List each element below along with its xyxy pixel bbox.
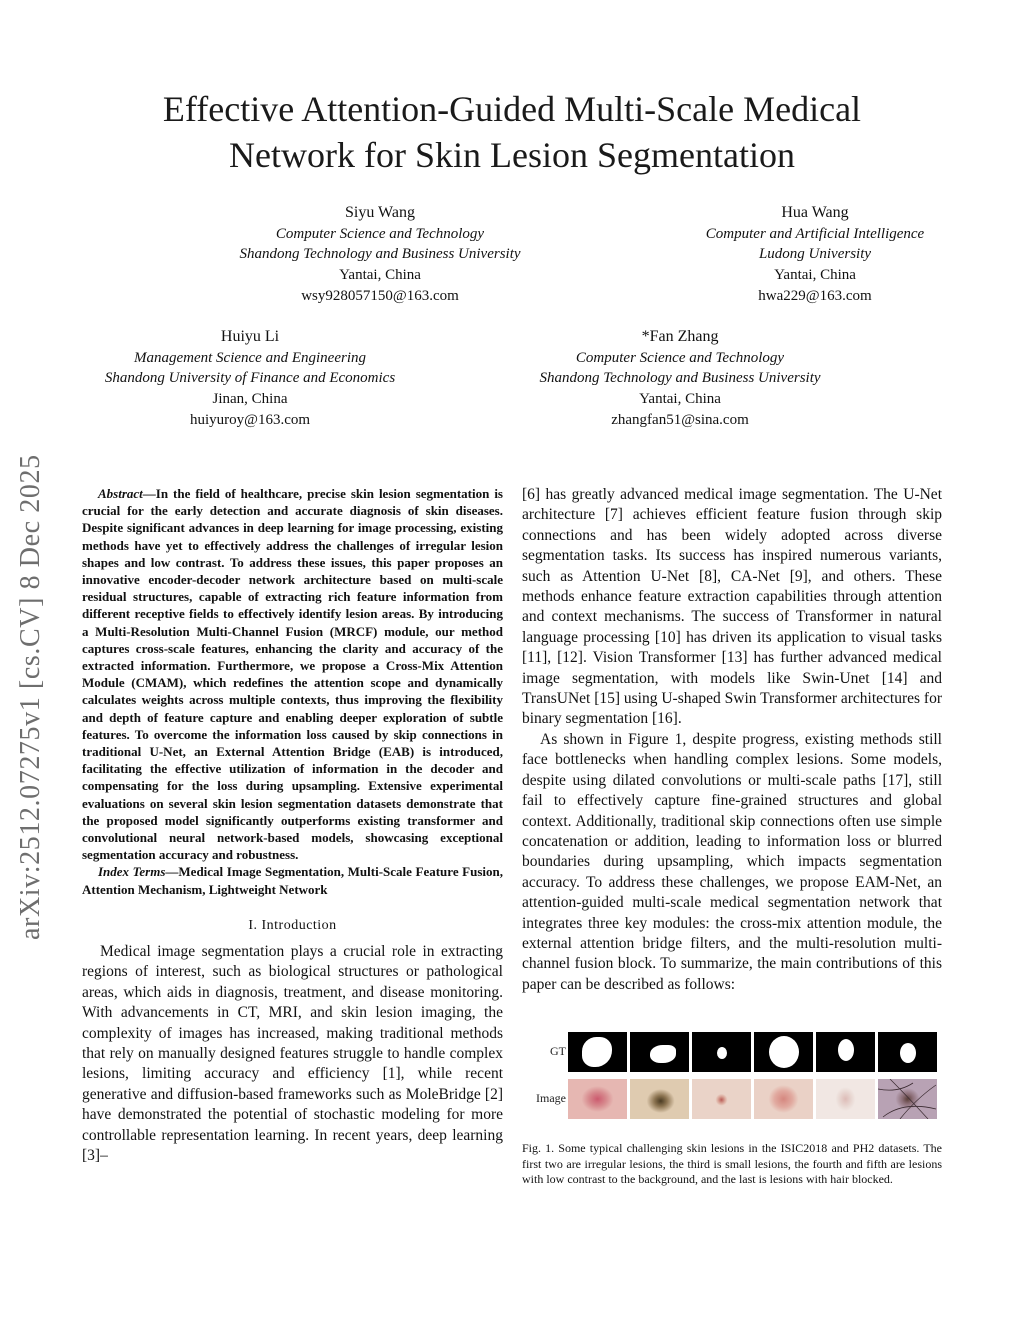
arxiv-identifier: arXiv:2512.07275v1 [cs.CV] 8 Dec 2025 <box>15 454 46 940</box>
gt-mask-2 <box>630 1032 689 1072</box>
author-university: Shandong Technology and Business University <box>539 370 821 387</box>
figure-row-gt <box>522 1032 942 1072</box>
author-city: Yantai, China <box>339 267 421 284</box>
section-heading-introduction: I. Introduction <box>248 917 337 933</box>
lesion-image-6 <box>878 1079 937 1119</box>
author-block-1 <box>180 203 580 307</box>
author-university: Ludong University <box>758 246 872 263</box>
author-email: hwa229@163.com <box>758 287 872 304</box>
author-department: Computer and Artificial Intelligence <box>705 225 925 242</box>
author-email: zhangfan51@sina.com <box>611 411 749 428</box>
author-block-3 <box>60 327 440 431</box>
abstract <box>82 485 503 863</box>
figure-1-caption: Fig. 1. Some typical challenging skin lesions in the ISIC2018 and PH2 datasets. The first two are irregular lesions, the third is small lesions, the fourth and fifth are lesions with low contrast to the background, and the last is lesions with hair blocked. <box>522 1141 942 1187</box>
lesion-image-1 <box>568 1079 627 1119</box>
author-city: Yantai, China <box>639 391 721 408</box>
author-name: *Fan Zhang <box>641 328 719 345</box>
row-label-gt: GT <box>550 1044 566 1058</box>
gt-mask-1 <box>568 1032 627 1072</box>
index-terms-text: —Medical Image Segmentation, Multi-Scale Feature Fusion, Attention Mechanism, Lightweight Network <box>82 864 503 897</box>
author-city: Jinan, China <box>212 391 288 408</box>
author-university: Shandong University of Finance and Economics <box>104 370 396 387</box>
author-name: Hua Wang <box>781 204 849 221</box>
title-line-1: Effective Attention-Guided Multi-Scale Medical <box>162 89 862 129</box>
author-name: Siyu Wang <box>345 204 415 221</box>
title-line-2: Network for Skin Lesion Segmentation <box>229 135 795 175</box>
gt-mask-5 <box>816 1032 875 1072</box>
index-terms <box>82 863 503 897</box>
left-column <box>82 485 503 1166</box>
abstract-label: Abstract <box>98 486 143 501</box>
index-terms-label: Index Terms <box>98 864 166 880</box>
author-email: huiyuroy@163.com <box>189 411 311 428</box>
author-city: Yantai, China <box>774 267 856 284</box>
row-label-image: Image <box>536 1091 566 1105</box>
author-department: Management Science and Engineering <box>133 349 366 366</box>
author-block-4 <box>490 327 870 431</box>
lesion-image-3 <box>692 1079 751 1119</box>
lesion-image-5 <box>816 1079 875 1119</box>
intro-paragraph-3: As shown in Figure 1, despite progress, existing methods still face bottlenecks when handling complex lesions. Some models, despite using dilated convolutions or multi-scale paths [17], still fail to effectively capture fine-grained structures and global context. Additionally, traditional skip connections often use simple concatenation or addition, leading to information loss or blurred boundaries during upsampling, which impacts segmentation accuracy. To address these challenges, we propose EAM-Net, an attention-guided multi-scale medical segmentation network that integrates three key modules: the cross-mix attention module, the external attention bridge filters, and the multi-resolution multi-channel fusion block. To summarize, the main contributions of this paper can be described as follows: <box>522 730 942 993</box>
gt-mask-3 <box>692 1032 751 1072</box>
gt-mask-6 <box>878 1032 937 1072</box>
hair-overlay-icon <box>878 1079 937 1119</box>
author-university: Shandong Technology and Business University <box>239 246 521 263</box>
gt-mask-4 <box>754 1032 813 1072</box>
right-column <box>522 485 942 995</box>
author-department: Computer Science and Technology <box>275 225 485 242</box>
intro-paragraph-2: [6] has greatly advanced medical image segmentation. The U-Net architecture [7] achieves efficient feature fusion through skip connections and has been widely adopted across diverse segmentation tasks. Its success has inspired numerous variants, such as Attention U-Net [8], CA-Net [9], and others. These methods enhance feature extraction capabilities through attention and context mechanisms. The success of Transformer in natural language processing [10] has driven its application to visual tasks [11], [12]. Vision Transformer [13] has further advanced medical image segmentation, with models like Swin-Unet [14] and TransUNet [15] using U-shaped Swin Transformer architectures for binary segmentation [16]. <box>522 486 943 728</box>
lesion-image-2 <box>630 1079 689 1119</box>
author-email: wsy928057150@163.com <box>301 287 459 304</box>
author-block-2 <box>660 203 970 307</box>
lesion-image-4 <box>754 1079 813 1119</box>
author-name: Huiyu Li <box>220 328 280 345</box>
figure-row-image <box>522 1079 942 1119</box>
author-department: Computer Science and Technology <box>575 349 785 366</box>
abstract-text: —In the field of healthcare, precise skin lesion segmentation is crucial for the early detection and accurate diagnosis of skin diseases. Despite significant advances in deep learning for image processing, existing methods have yet to effectively address the challenges of irregular lesion shapes and low contrast. To address these issues, this paper proposes an innovative encoder-decoder network architecture based on multi-scale residual structures, capable of extracting rich feature information from different receptive fields to effectively identify lesion areas. By introducing a Multi-Resolution Multi-Channel Fusion (MRCF) module, our method captures cross-scale features, enhancing the clarity and accuracy of the extracted information. Furthermore, we propose a Cross-Mix Attention Module (CMAM), which redefines the attention scope and dynamically calculates weights across multiple contexts, thus improving the flexibility and depth of feature capture and enabling deeper exploration of subtle features. To overcome the information loss caused by skip connections in traditional U-Net, an External Attention Bridge (EAB) is introduced, facilitating the effective utilization of information in the decoder and compensating for the loss during upsampling. Extensive experimental evaluations on several skin lesion segmentation datasets demonstrate that the proposed model significantly outperforms existing transformer and convolutional neural network-based models, showcasing exceptional segmentation accuracy and robustness. <box>82 486 503 863</box>
paper-title <box>60 86 964 178</box>
intro-paragraph-1: Medical image segmentation plays a crucial role in extracting regions of interest, such as biological structures or pathological areas, which aids in diagnosis, treatment, and disease monitoring. With advancements in CT, MRI, and skin lesion imaging, the complexity of images has increased, making traditional methods that rely on manually designed features struggle to handle complex lesions, limiting accuracy and efficiency [1], while recent generative and diffusion-based frameworks such as MoleBridge [2] have demonstrated the potential of stochastic modeling for more controllable representation learning. In recent years, deep learning [3]– <box>82 942 503 1164</box>
